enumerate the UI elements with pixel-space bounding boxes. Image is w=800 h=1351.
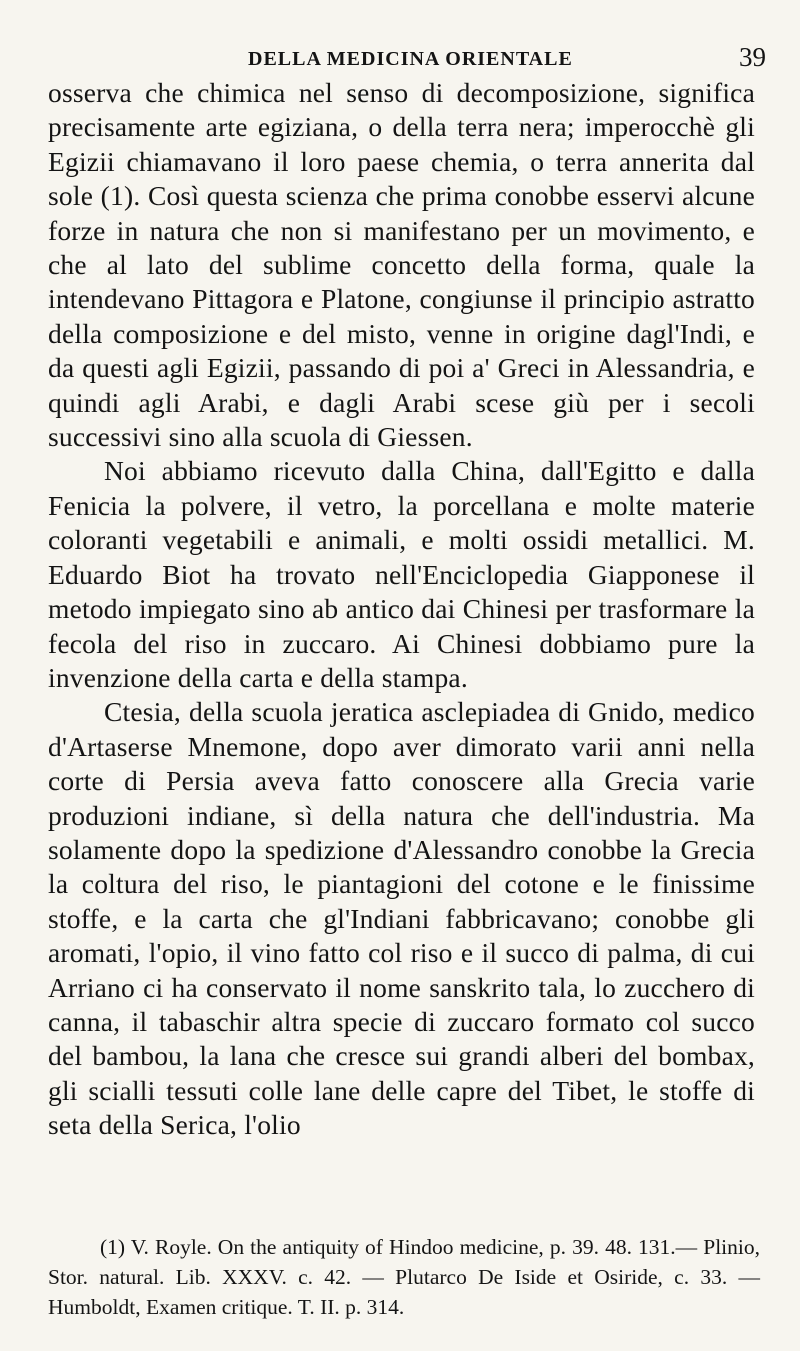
running-title: DELLA MEDICINA ORIENTALE [248,48,573,70]
paragraph-1: osserva che chimica nel senso di decomposizione, significa precisamente arte egiziana, o della terra nera; imperocchè gli Egizii chiamavano il loro paese chemia, o terra annerita dal sole (1). Così questa scienza che prima conobbe esservi alcune forze in natura che non si manifestano per un movimento, e che al lato del sublime concetto della forma, quale la intendevano Pittagora e Platone, congiunse il principio astratto della composizione e del misto, venne in origine dagl'Indi, e da questi agli Egizii, passando di poi a' Greci in Alessandria, e quindi agli Arabi, e dagli Arabi scese giù per i secoli successivi sino alla scuola di Giessen. [48,77,755,453]
paragraph-3: Ctesia, della scuola jeratica asclepiadea di Gnido, medico d'Artaserse Mnemone, dopo aver dimorato varii anni nella corte di Persia aveva fatto conoscere alla Grecia varie produzioni indiane, sì della natura che dell'industria. Ma solamente dopo la spedizione d'Alessandro conobbe la Grecia la coltura del riso, le piantagioni del cotone e le finissime stoffe, e la carta che gl'Indiani fabbricavano; conobbe gli aromati, l'opio, il vino fatto col riso e il succo di palma, di cui Arriano ci ha conservato il nome sanskrito tala, lo zucchero di canna, il tabaschir altra specie di zuccaro formato col succo del bambou, la lana che cresce sui grandi alberi del bombax, gli scialli tessuti colle lane delle capre del Tibet, le stoffe di seta della Serica, l'olio [48,696,755,1141]
body-text [48,76,755,1143]
footnote-1: (1) V. Royle. On the antiquity of Hindoo medicine, p. 39. 48. 131.— Plinio, Stor. natural. Lib. XXXV. c. 42. — Plutarco De Iside et Osiride, c. 33. — Humboldt, Examen critique. T. II. p. 314. [48,1235,760,1319]
paragraph-2: Noi abbiamo ricevuto dalla China, dall'Egitto e dalla Fenicia la polvere, il vetro, la porcellana e molte materie coloranti vegetabili e animali, e molti ossidi metallici. M. Eduardo Biot ha trovato nell'Enciclopedia Giapponese il metodo impiegato sino ab antico dai Chinesi per trasformare la fecola del riso in zuccaro. Ai Chinesi dobbiamo pure la invenzione della carta e della stampa. [48,455,755,693]
footnotes [48,1232,760,1322]
page-number: 39 [739,42,766,72]
